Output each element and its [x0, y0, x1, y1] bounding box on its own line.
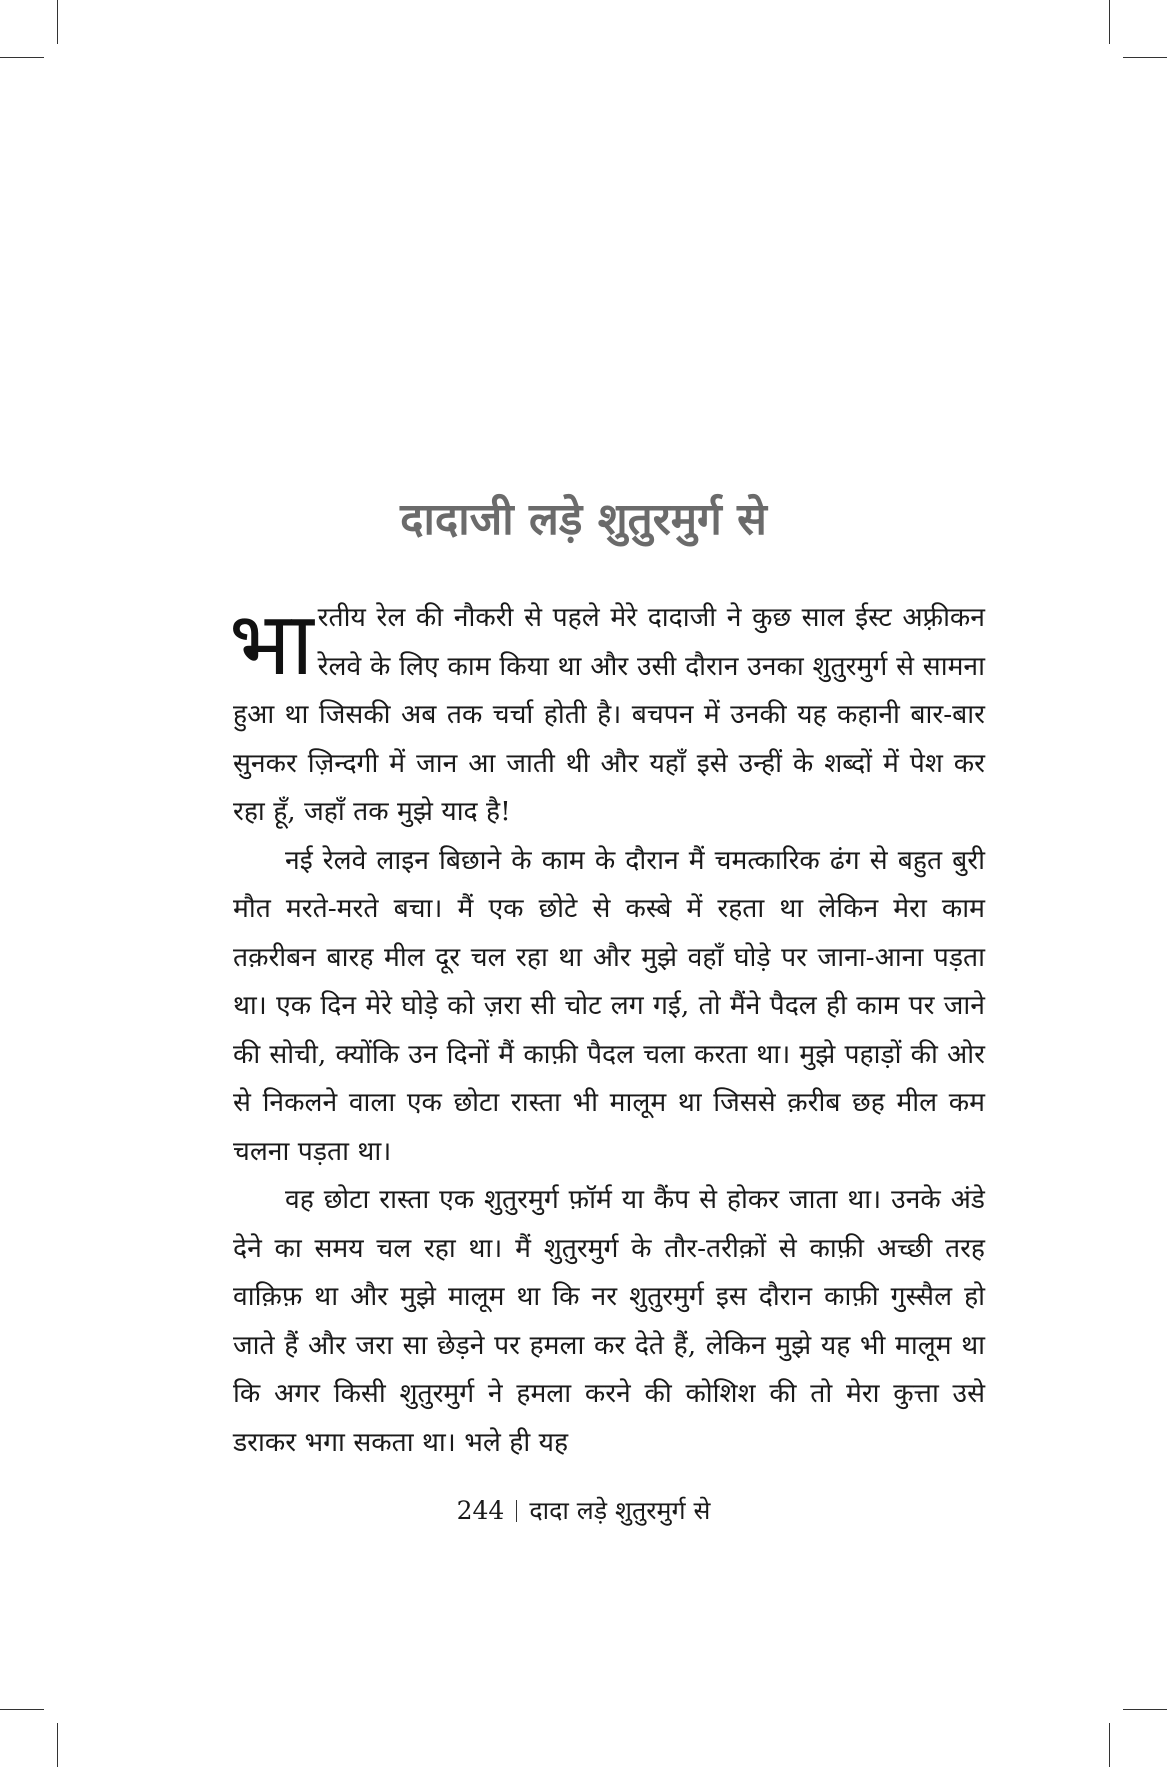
drop-cap: भा: [229, 592, 314, 695]
page-number: 244: [456, 1496, 505, 1525]
paragraph-1: [229, 592, 985, 837]
paragraph-2: नई रेलवे लाइन बिछाने के काम के दौरान मैं चमत्कारिक ढंग से बहुत बुरी मौत मरते-मरते बचा। मैं एक छोटे से कस्बे में रहता था लेकिन मेरा काम तक़रीबन बारह मील दूर चल रहा था और मुझे वहाँ घोड़े पर जाना-आना पड़ता था। एक दिन मेरे घोड़े को ज़रा सी चोट लग गई, तो मैंने पैदल ही काम पर जाने की सोची, क्योंकि उन दिनों मैं काफ़ी पैदल चला करता था। मुझे पहाड़ों की ओर से निकलने वाला एक छोटा रास्ता भी मालूम था जिससे क़रीब छह मील कम चलना पड़ता था।: [233, 844, 985, 1167]
chapter-title: दादाजी लड़े शुतुरमुर्ग से: [400, 494, 767, 545]
crop-mark-bottom-right: [1123, 1709, 1167, 1710]
running-title: दादा लड़े शुतुरमुर्ग से: [529, 1496, 711, 1525]
crop-mark-top-right: [1123, 57, 1167, 58]
crop-mark-top-left: [57, 0, 58, 44]
page-footer: [0, 1493, 1167, 1527]
crop-mark-bottom-left: [57, 1723, 58, 1767]
paragraph-1-text: रतीय रेल की नौकरी से पहले मेरे दादाजी ने कुछ साल ईस्ट अफ़्रीकन रेलवे के लिए काम किया था और उसी दौरान उनका शुतुरमुर्ग से सामना हुआ था जिसकी अब तक चर्चा होती है। बचपन में उनकी यह कहानी बार-बार सुनकर ज़िन्दगी में जान आ जाती थी और यहाँ इसे उन्हीं के शब्दों में पेश कर रहा हूँ, जहाँ तक मुझे याद है!: [233, 602, 985, 827]
crop-mark-top-left: [0, 57, 44, 58]
crop-mark-bottom-left: [0, 1709, 44, 1710]
crop-mark-top-right: [1109, 0, 1110, 44]
paragraph-3: वह छोटा रास्ता एक शुतुरमुर्ग फ़ॉर्म या कैंप से होकर जाता था। उनके अंडे देने का समय चल रहा था। मैं शुतुरमुर्ग के तौर-तरीक़ों से काफ़ी अच्छी तरह वाक़िफ़ था और मुझे मालूम था कि नर शुतुरमुर्ग इस दौरान काफ़ी गुस्सैल हो जाते हैं और जरा सा छेड़ने पर हमला कर देते हैं, लेकिन मुझे यह भी मालूम था कि अगर किसी शुतुरमुर्ग ने हमला करने की कोशिश की तो मेरा कुत्ता उसे डराकर भगा सकता था। भले ही यह: [233, 1184, 985, 1458]
footer-separator: [516, 1500, 517, 1522]
crop-mark-bottom-right: [1109, 1723, 1110, 1767]
body-text: [229, 592, 985, 1467]
